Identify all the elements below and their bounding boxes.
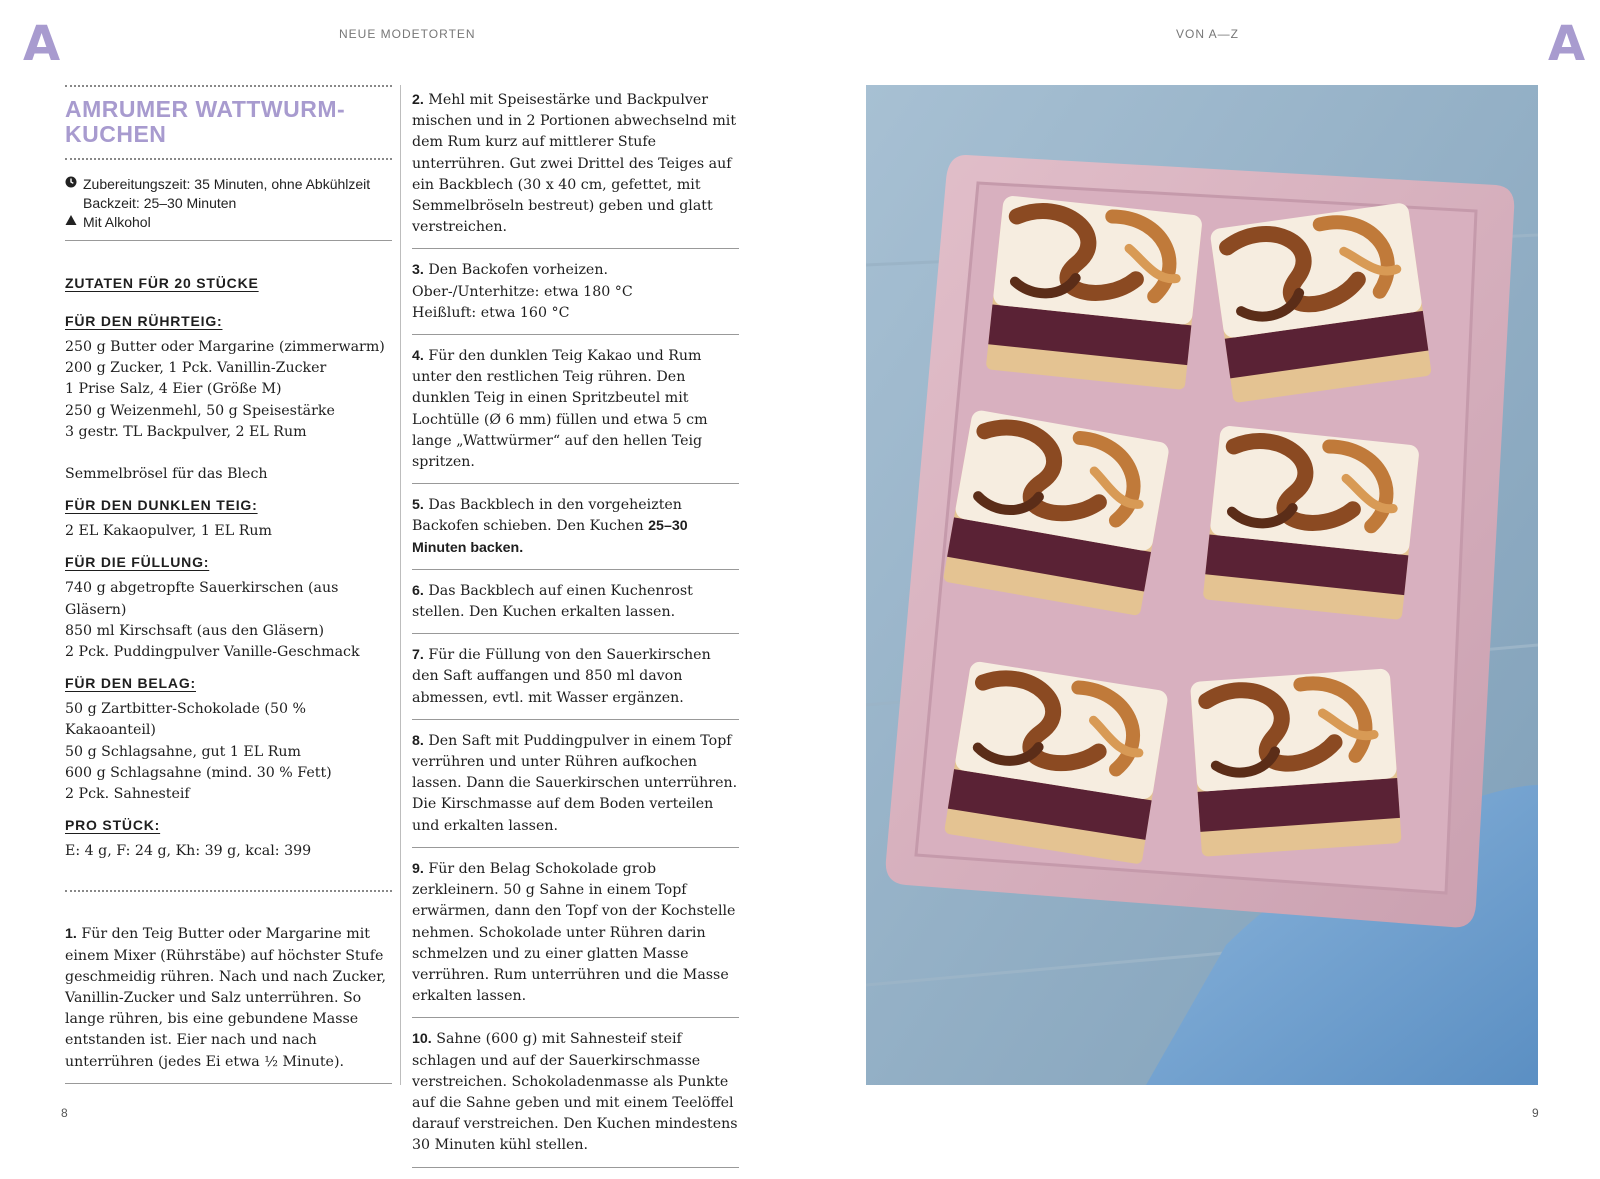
belag-heading: FÜR DEN BELAG: [65, 675, 196, 692]
recipe-meta [65, 175, 392, 232]
step-4 [412, 346, 739, 484]
ingredient-line: 2 Pck. Puddingpulver Vanille-Geschmack [65, 644, 360, 661]
step-text: Den Saft mit Puddingpulver in einem Topf verrühren und unter Rühren aufkochen lassen. Dann die Sauerkirschen unterrühren. Die Kirschmasse auf dem Boden verteilen und erkalten lassen. [412, 732, 738, 834]
prep-time-row [65, 175, 392, 194]
ingredient-line: 3 gestr. TL Backpulver, 2 EL Rum [65, 423, 307, 440]
step-10 [412, 1029, 739, 1167]
dotted-rule [65, 158, 392, 160]
section-letter-right: A [1548, 16, 1586, 72]
ingredients-column [65, 85, 392, 1095]
pro-stueck-heading: PRO STÜCK: [65, 817, 161, 834]
running-head-left: NEUE MODETORTEN [339, 27, 476, 41]
page-number-right: 9 [1532, 1106, 1539, 1120]
bake-time: Backzeit: 25–30 Minuten [83, 195, 237, 211]
column-divider [400, 85, 401, 1085]
step-7 [412, 645, 739, 720]
ingredient-line: 740 g abgetropfte Sauerkirschen (aus Gläsern) [65, 580, 339, 618]
nutrition-line: E: 4 g, F: 24 g, Kh: 39 g, kcal: 399 [65, 843, 312, 860]
step-text: Sahne (600 g) mit Sahnesteif steif schlagen und auf der Sauerkirschmasse verstreichen. Schokoladenmasse als Punkte auf die Sahne geben und mit einem Teelöffel darauf verstreichen. Den Kuchen mindestens 30 Minuten kühl stellen. [412, 1031, 738, 1154]
ingredient-line: 200 g Zucker, 1 Pck. Vanillin-Zucker [65, 360, 327, 377]
alcohol-row [65, 213, 392, 232]
triangle-icon [65, 213, 83, 232]
dotted-rule [65, 85, 392, 87]
rule [65, 240, 392, 241]
step-text-line: Heißluft: etwa 160 °C [412, 304, 570, 321]
ruehrteig-list [65, 337, 392, 443]
clock-icon [65, 175, 83, 194]
step-number: 6. [412, 582, 424, 599]
step-text: Den Backofen vorheizen. [428, 262, 608, 279]
cake-photo-illustration [866, 85, 1538, 1085]
ingredient-line: 850 ml Kirschsaft (aus den Gläsern) [65, 622, 325, 639]
recipe-title-line-2: KUCHEN [65, 121, 167, 147]
step-text-line: Ober-/Unterhitze: etwa 180 °C [412, 283, 633, 300]
section-letter-left: A [23, 16, 61, 72]
ingredient-line: 600 g Schlagsahne (mind. 30 % Fett) [65, 764, 332, 781]
step-9 [412, 859, 739, 1018]
step-3 [412, 260, 739, 335]
step-number: 9. [412, 860, 424, 877]
ingredient-line: Semmelbrösel für das Blech [65, 466, 268, 483]
recipe-title [65, 97, 392, 147]
ingredient-line: 50 g Schlagsahne, gut 1 EL Rum [65, 743, 301, 760]
page-number-left: 8 [61, 1106, 68, 1120]
step-text: Das Backblech auf einen Kuchenrost stellen. Den Kuchen erkalten lassen. [412, 582, 693, 621]
step-8 [412, 731, 739, 848]
ruehrteig-heading: FÜR DEN RÜHRTEIG: [65, 313, 223, 329]
step-text: Für den dunklen Teig Kakao und Rum unter den restlichen Teig rühren. Den dunklen Teig in einen Spritzbeutel mit Lochtülle (Ø 6 mm) füllen und etwa 5 cm lange „Wattwürmer“ auf den hellen Teig spritzen. [412, 348, 708, 471]
step-number: 8. [412, 732, 424, 749]
step-text: Für den Teig Butter oder Margarine mit einem Mixer (Rührstäbe) auf höchster Stufe geschmeidig rühren. Nach und nach Zucker, Vanillin-Zucker und Salz unterrühren. So lange rühren, bis eine gebundene Masse entstanden ist. Eier nach und nach unterrühren (jedes Ei etwa ½ Minute). [65, 926, 387, 1070]
step-1 [65, 924, 392, 1083]
step-6 [412, 581, 739, 634]
ingredient-line: 1 Prise Salz, 4 Eier (Größe M) [65, 381, 282, 398]
ingredient-line: 2 EL Kakaopulver, 1 EL Rum [65, 523, 272, 540]
step-number: 4. [412, 348, 424, 365]
step-number: 5. [412, 497, 424, 514]
alcohol-note: Mit Alkohol [83, 214, 151, 230]
step-bold-text: 25–30 Minuten backen. [412, 518, 688, 556]
step-5 [412, 495, 739, 570]
step-number: 10. [412, 1031, 432, 1048]
ingredient-line: 250 g Butter oder Margarine (zimmerwarm) [65, 339, 385, 355]
step-number: 2. [412, 92, 424, 108]
ingredient-line: 250 g Weizenmehl, 50 g Speisestärke [65, 402, 335, 419]
dotted-rule [65, 890, 392, 892]
prep-time: Zubereitungszeit: 35 Minuten, ohne Abkühlzeit [83, 176, 371, 192]
step-number: 1. [65, 926, 77, 943]
step-number: 3. [412, 262, 424, 279]
fuellung-heading: FÜR DIE FÜLLUNG: [65, 554, 210, 571]
bake-time-row [65, 194, 392, 213]
step-text: Das Backblech in den vorgeheizten Backofen schieben. Den Kuchen [412, 497, 682, 535]
step-text: Für die Füllung von den Sauerkirschen den Saft auffangen und 850 ml davon abmessen, evtl. mit Wasser ergänzen. [412, 647, 711, 706]
dunkel-heading: FÜR DEN DUNKLEN TEIG: [65, 497, 258, 514]
running-head-right: VON A—Z [1176, 27, 1240, 41]
yield-heading: ZUTATEN FÜR 20 STÜCKE [65, 275, 259, 291]
cake-photo [866, 85, 1538, 1085]
step-number: 7. [412, 647, 424, 664]
ingredient-line: 50 g Zartbitter-Schokolade (50 % Kakaoanteil) [65, 701, 306, 739]
ingredient-line: 2 Pck. Sahnesteif [65, 786, 190, 803]
step-2 [412, 90, 739, 249]
step-text: Für den Belag Schokolade grob zerkleinern. 50 g Sahne in einem Topf erwärmen, dann den Topf von der Kochstelle nehmen. Schokolade unter Rühren darin schmelzen und zu einer glatten Masse verrühren. Rum unterrühren und die Masse erkalten lassen. [412, 860, 736, 1005]
recipe-title-line-1: AMRUMER WATTWURM- [65, 96, 346, 122]
step-text: Mehl mit Speisestärke und Backpulver mischen und in 2 Portionen abwechselnd mit dem Rum kurz auf mittlerer Stufe unterrühren. Gut zwei Drittel des Teiges auf ein Backblech (30 x 40 cm, gefettet, mit Semmelbröseln bestreut) geben und glatt verstreichen. [412, 92, 737, 236]
steps-column [412, 90, 739, 1179]
